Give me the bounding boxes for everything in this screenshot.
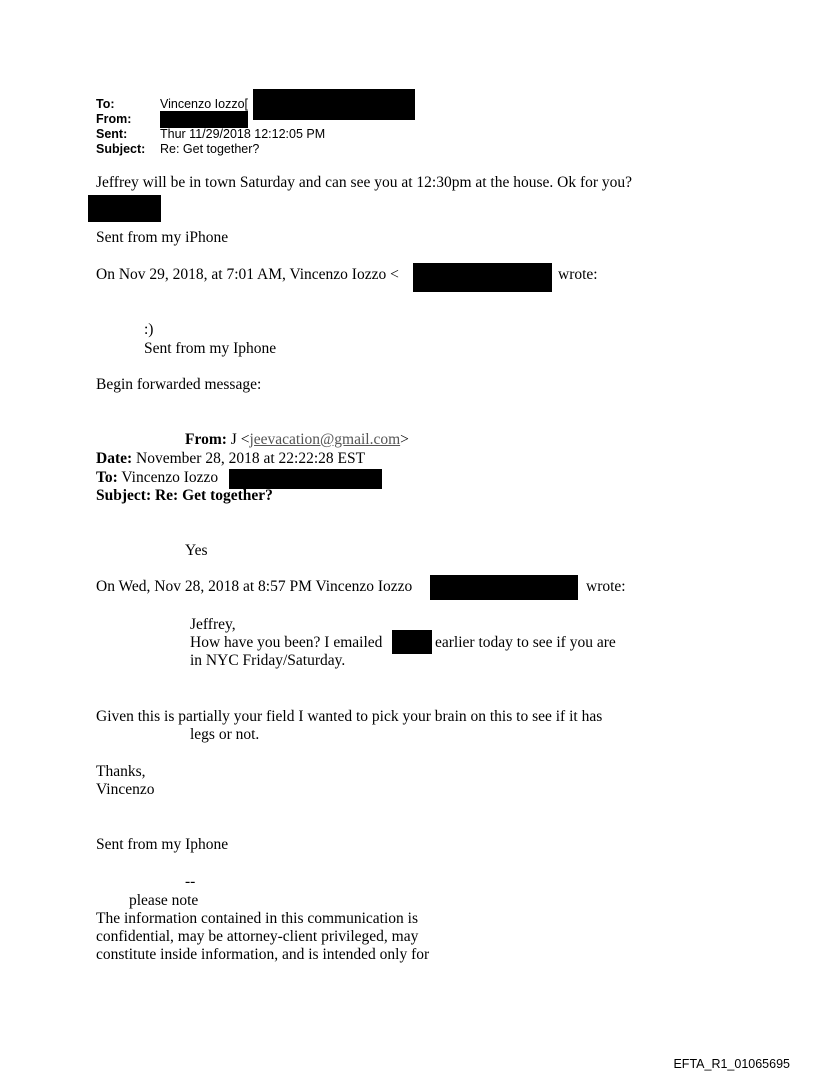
- reply-text: Yes: [185, 542, 208, 559]
- quoted-text: legs or not.: [190, 726, 260, 743]
- disclaimer-text: The information contained in this communication is: [96, 910, 418, 927]
- email-link[interactable]: jeevacation@gmail.com: [249, 431, 401, 448]
- quote-header: On Nov 29, 2018, at 7:01 AM, Vincenzo Iozzo <: [96, 266, 399, 283]
- redaction-block: [392, 630, 432, 654]
- signature-name: Vincenzo: [96, 781, 155, 798]
- redaction-block: [88, 195, 161, 222]
- sent-label: Sent:: [96, 127, 128, 141]
- signature-line: Sent from my Iphone: [96, 836, 229, 853]
- disclaimer-text: constitute inside information, and is intended only for: [96, 946, 430, 963]
- quoted-text: How have you been? I emailed: [190, 634, 383, 651]
- quoted-text: in NYC Friday/Saturday.: [190, 652, 346, 669]
- forwarded-to-line: [96, 469, 218, 487]
- subject-label: Subject:: [96, 142, 146, 156]
- body-line: Jeffrey will be in town Saturday and can see you at 12:30pm at the house. Ok for you?: [96, 174, 633, 191]
- forwarded-from-line: [185, 431, 409, 449]
- to-label: To:: [96, 97, 115, 111]
- forwarded-date-value: November 28, 2018 at 22:22:28 EST: [132, 450, 366, 467]
- to-value: Vincenzo Iozzo[: [160, 97, 249, 111]
- disclaimer-heading: please note: [129, 892, 199, 909]
- from-label: From:: [96, 112, 132, 126]
- forward-intro: Begin forwarded message:: [96, 376, 262, 393]
- redaction-block: [430, 575, 578, 600]
- signature-line: Sent from my iPhone: [96, 229, 229, 246]
- forwarded-from-value: J <: [226, 431, 250, 448]
- subject-value: Re: Get together?: [160, 142, 260, 156]
- signature-line: Sent from my Iphone: [144, 340, 277, 357]
- quoted-greeting: Jeffrey,: [190, 616, 236, 633]
- redaction-block: [253, 89, 415, 120]
- quoted-text: :): [144, 321, 154, 338]
- quote-header-suffix: wrote:: [586, 578, 626, 595]
- redaction-block: [160, 111, 248, 128]
- quote-header-suffix: wrote:: [558, 266, 598, 283]
- redaction-block: [229, 469, 382, 489]
- forwarded-date-label: Date:: [96, 450, 133, 467]
- forwarded-to-label: To:: [96, 469, 118, 486]
- redaction-block: [413, 263, 552, 292]
- forwarded-subject: Subject: Re: Get together?: [96, 487, 273, 504]
- separator: --: [185, 873, 196, 890]
- forwarded-date-line: [96, 450, 365, 468]
- quoted-text: Given this is partially your field I wanted to pick your brain on this to see if it has: [96, 708, 603, 725]
- forwarded-from-label: From:: [185, 431, 227, 448]
- closing: Thanks,: [96, 763, 146, 780]
- quote-header: On Wed, Nov 28, 2018 at 8:57 PM Vincenzo Iozzo: [96, 578, 413, 595]
- forwarded-to-value: Vincenzo Iozzo: [117, 469, 219, 486]
- sent-value: Thur 11/29/2018 12:12:05 PM: [160, 127, 326, 141]
- document-id: EFTA_R1_01065695: [673, 1057, 790, 1071]
- forwarded-from-close: >: [400, 431, 409, 448]
- quoted-text: earlier today to see if you are: [435, 634, 616, 651]
- disclaimer-text: confidential, may be attorney-client privileged, may: [96, 928, 419, 945]
